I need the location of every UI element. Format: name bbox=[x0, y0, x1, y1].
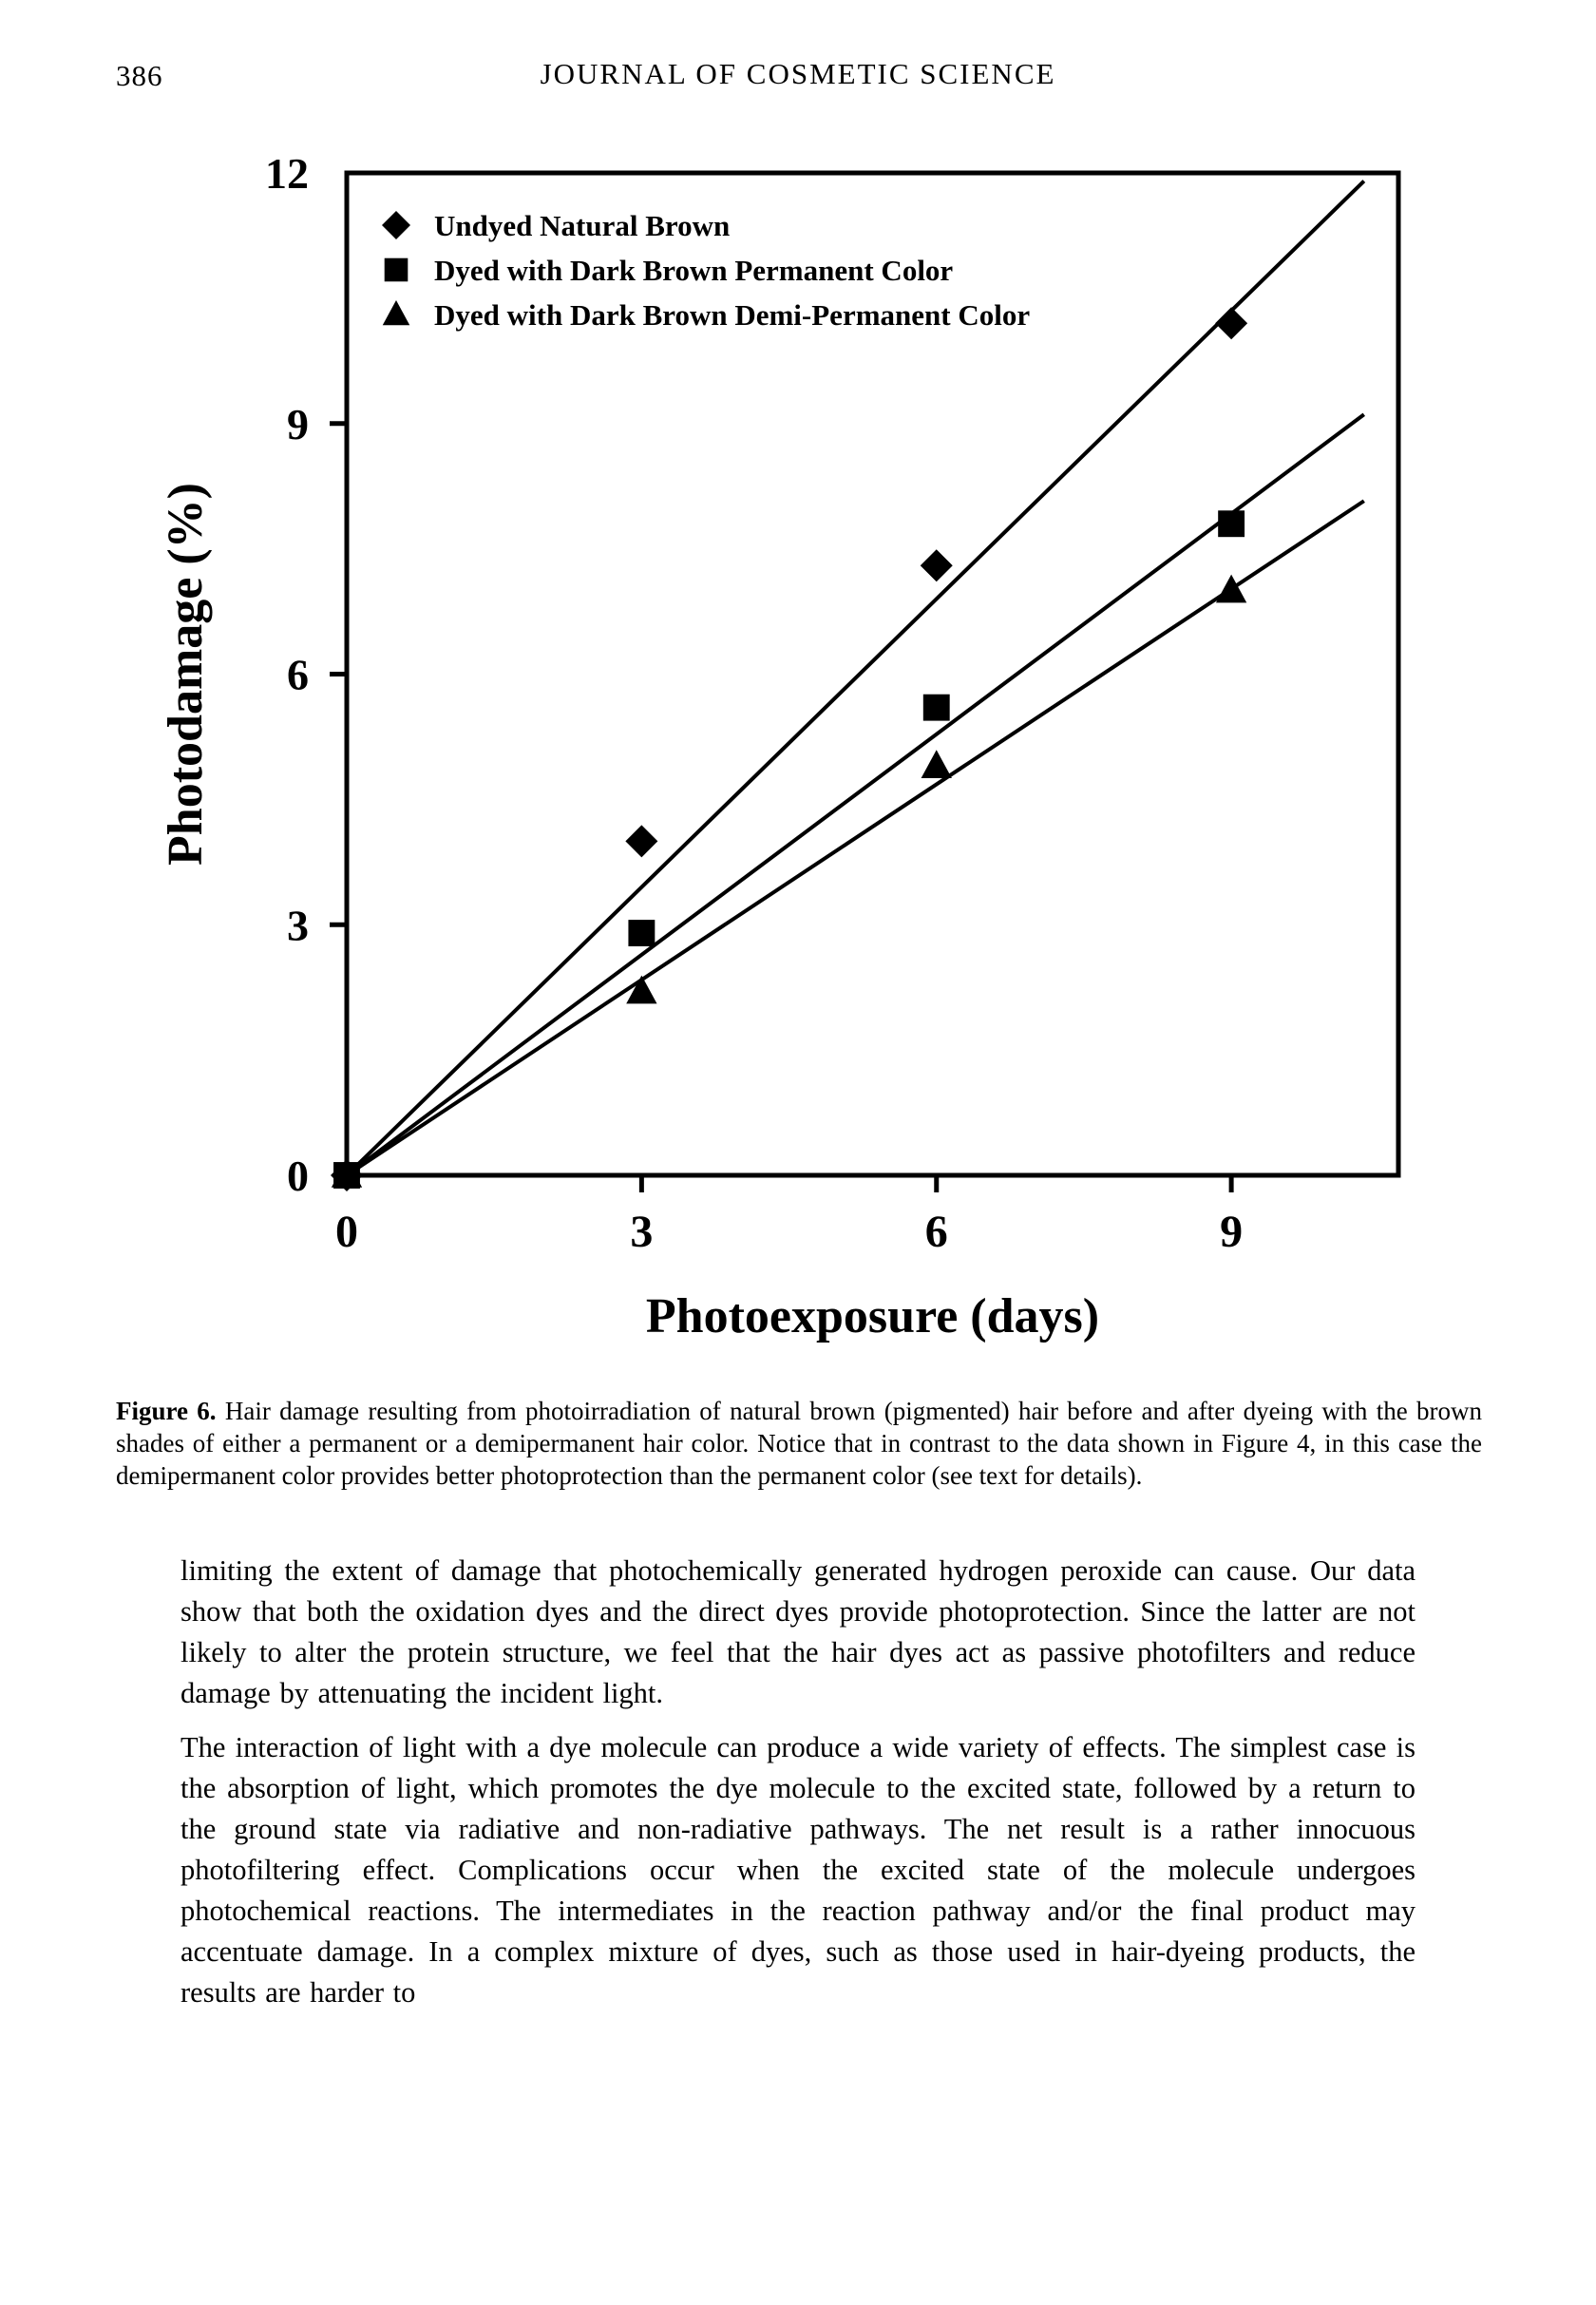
x-tick-label: 9 bbox=[1220, 1207, 1244, 1257]
point-triangle bbox=[626, 976, 656, 1004]
journal-title: JOURNAL OF COSMETIC SCIENCE bbox=[540, 57, 1056, 90]
x-axis-title: Photoexposure (days) bbox=[645, 1289, 1100, 1343]
point-diamond bbox=[1215, 307, 1247, 339]
point-diamond bbox=[921, 549, 953, 581]
point-square bbox=[628, 920, 655, 946]
body-paragraph-2: The interaction of light with a dye molecule can produce a wide variety of effects. The simplest case is the absorption of light, which promotes the dye molecule to the excited state, followed by a return to the ground state via radiative and non-radiative pathways. The net result is a rather innocuous photofiltering effect. Complications occur when the excited state of the molecule undergoes photochemical reactions. The intermediates in the reaction pathway and/or the final product may accentuate damage. In a complex mixture of dyes, such as those used in hair-dyeing products, the results are harder to bbox=[180, 1731, 1416, 2009]
legend-label: Dyed with Dark Brown Demi-Permanent Color bbox=[434, 298, 1031, 332]
y-tick-label: 6 bbox=[287, 650, 309, 699]
legend-marker-diamond bbox=[382, 211, 410, 239]
point-square bbox=[1218, 510, 1244, 537]
figure-caption-label: Figure 6. bbox=[116, 1397, 217, 1425]
point-triangle bbox=[922, 750, 952, 778]
y-tick-label: 0 bbox=[287, 1152, 309, 1200]
page-number: 386 bbox=[116, 59, 163, 92]
figure-caption-text: Hair damage resulting from photoirradiation of natural brown (pigmented) hair before and after dyeing with the brown shades of either a permanent or a demipermanent hair color. Notice that in contrast to the data shown in Figure 4, in this case the demipermanent color provides better photoprotection than the permanent color (see text for details). bbox=[116, 1397, 1482, 1490]
legend-marker-square bbox=[385, 258, 408, 282]
x-tick-label: 3 bbox=[630, 1207, 654, 1257]
figure-6-plot bbox=[142, 133, 1501, 1368]
y-tick-label: 12 bbox=[265, 149, 309, 198]
legend-label: Undyed Natural Brown bbox=[434, 209, 731, 242]
article-body bbox=[180, 1551, 1416, 2013]
y-tick-label: 9 bbox=[287, 399, 309, 448]
point-triangle bbox=[1216, 575, 1246, 603]
page-header bbox=[0, 0, 1596, 114]
legend-marker-triangle bbox=[383, 300, 410, 325]
y-tick-label: 3 bbox=[287, 901, 309, 950]
y-axis-title: Photodamage (%) bbox=[159, 483, 213, 866]
fit-line-triangle bbox=[347, 501, 1364, 1175]
fit-line-square bbox=[347, 414, 1364, 1175]
point-diamond bbox=[625, 825, 657, 857]
x-tick-label: 6 bbox=[924, 1207, 948, 1257]
x-tick-label: 0 bbox=[335, 1207, 358, 1257]
legend-label: Dyed with Dark Brown Permanent Color bbox=[434, 254, 954, 287]
point-square bbox=[923, 695, 950, 721]
figure-caption bbox=[116, 1395, 1482, 1492]
body-paragraph-1: limiting the extent of damage that photochemically generated hydrogen peroxide can cause. Our data show that both the oxidation dyes and the direct dyes provide photoprotection. Since the latter are not likely to alter the protein structure, we feel that the hair dyes act as passive photofilters and reduce damage by attenuating the incident light. bbox=[180, 1554, 1416, 1709]
figure-6 bbox=[142, 133, 1501, 1368]
